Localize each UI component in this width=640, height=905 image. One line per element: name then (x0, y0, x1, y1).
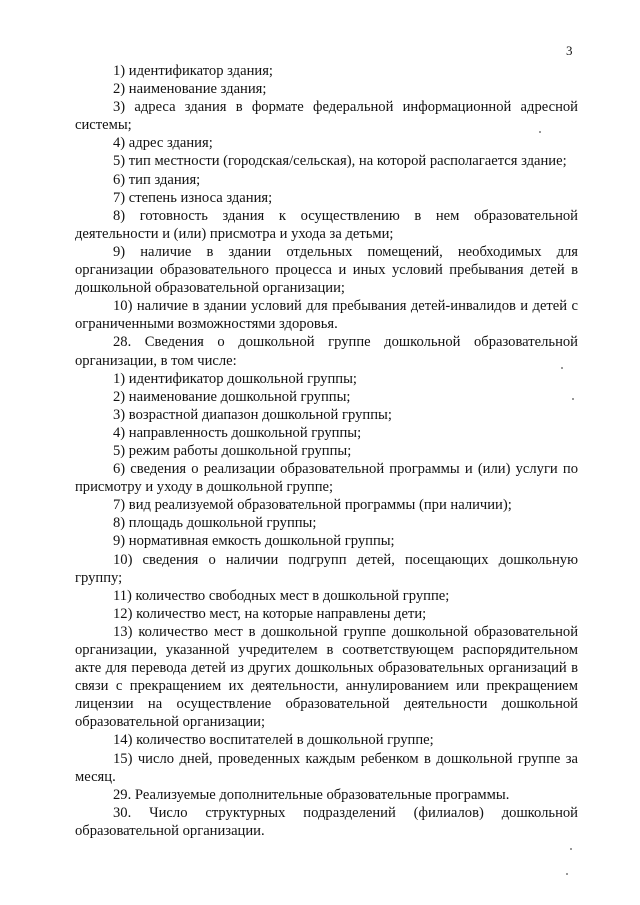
scan-speck (570, 848, 572, 850)
list-item: 10) сведения о наличии подгрупп детей, посещающих дошкольную группу; (75, 551, 578, 586)
list-item: 9) нормативная емкость дошкольной группы; (113, 533, 395, 550)
list-item: 3) возрастной диапазон дошкольной группы; (113, 406, 392, 423)
list-item: 11) количество свободных мест в дошкольной группе; (113, 587, 450, 604)
list-item: 8) площадь дошкольной группы; (113, 515, 317, 532)
list-item: 8) готовность здания к осуществлению в нем образовательной деятельности и (или) присмотра и ухода за детьми; (75, 207, 578, 242)
list-item: 5) тип местности (городская/сельская), на которой располагается здание; (113, 153, 567, 170)
section-heading-29: 29. Реализуемые дополнительные образовательные программы. (113, 786, 510, 803)
list-item: 2) наименование дошкольной группы; (113, 388, 351, 405)
list-item: 15) число дней, проведенных каждым ребенком в дошкольной группе за месяц. (75, 750, 578, 785)
section-heading-30: 30. Число структурных подразделений (филиалов) дошкольной образовательной организации. (75, 804, 578, 839)
list-item: 7) вид реализуемой образовательной программы (при наличии); (113, 497, 512, 514)
section-heading-28: 28. Сведения о дошкольной группе дошкольной образовательной организации, в том числе: (75, 334, 578, 369)
list-item: 12) количество мест, на которые направлены дети; (113, 605, 427, 622)
list-item: 3) адреса здания в формате федеральной информационной адресной системы; (75, 99, 578, 134)
list-item: 1) идентификатор дошкольной группы; (113, 370, 357, 387)
list-item: 5) режим работы дошкольной группы; (113, 442, 352, 459)
list-item: 10) наличие в здании условий для пребывания детей-инвалидов и детей с ограниченными возможностями здоровья. (75, 298, 578, 333)
scan-speck (572, 398, 574, 400)
list-item: 1) идентификатор здания; (113, 63, 273, 79)
list-item: 4) адрес здания; (113, 135, 213, 152)
list-item: 6) сведения о реализации образовательной программы и (или) услуги по присмотру и уходу в дошкольной группе; (75, 461, 578, 496)
scan-speck (561, 367, 563, 369)
scan-speck (539, 131, 541, 133)
list-item: 14) количество воспитателей в дошкольной группе; (113, 732, 434, 749)
list-item: 4) направленность дошкольной группы; (113, 424, 362, 441)
page-number: 3 (566, 43, 573, 58)
list-item: 9) наличие в здании отдельных помещений, необходимых для организации образовательного процесса и иных условий пребывания детей в дошкольной образовательной организации; (75, 243, 578, 297)
list-item: 7) степень износа здания; (113, 189, 273, 206)
list-item: 13) количество мест в дошкольной группе дошкольной образовательной организации, указанной учредителем в соответствующем распорядительном акте для перевода детей из других дошкольных образовательных организаций в связи с прекращением их деятельности, аннулированием или прекращением лицензии на осуществление образовательной деятельности дошкольной образовательной организации; (75, 623, 578, 731)
scan-speck (566, 873, 568, 875)
document-body (75, 62, 578, 840)
list-item: 6) тип здания; (113, 171, 201, 188)
list-item: 2) наименование здания; (113, 81, 267, 98)
